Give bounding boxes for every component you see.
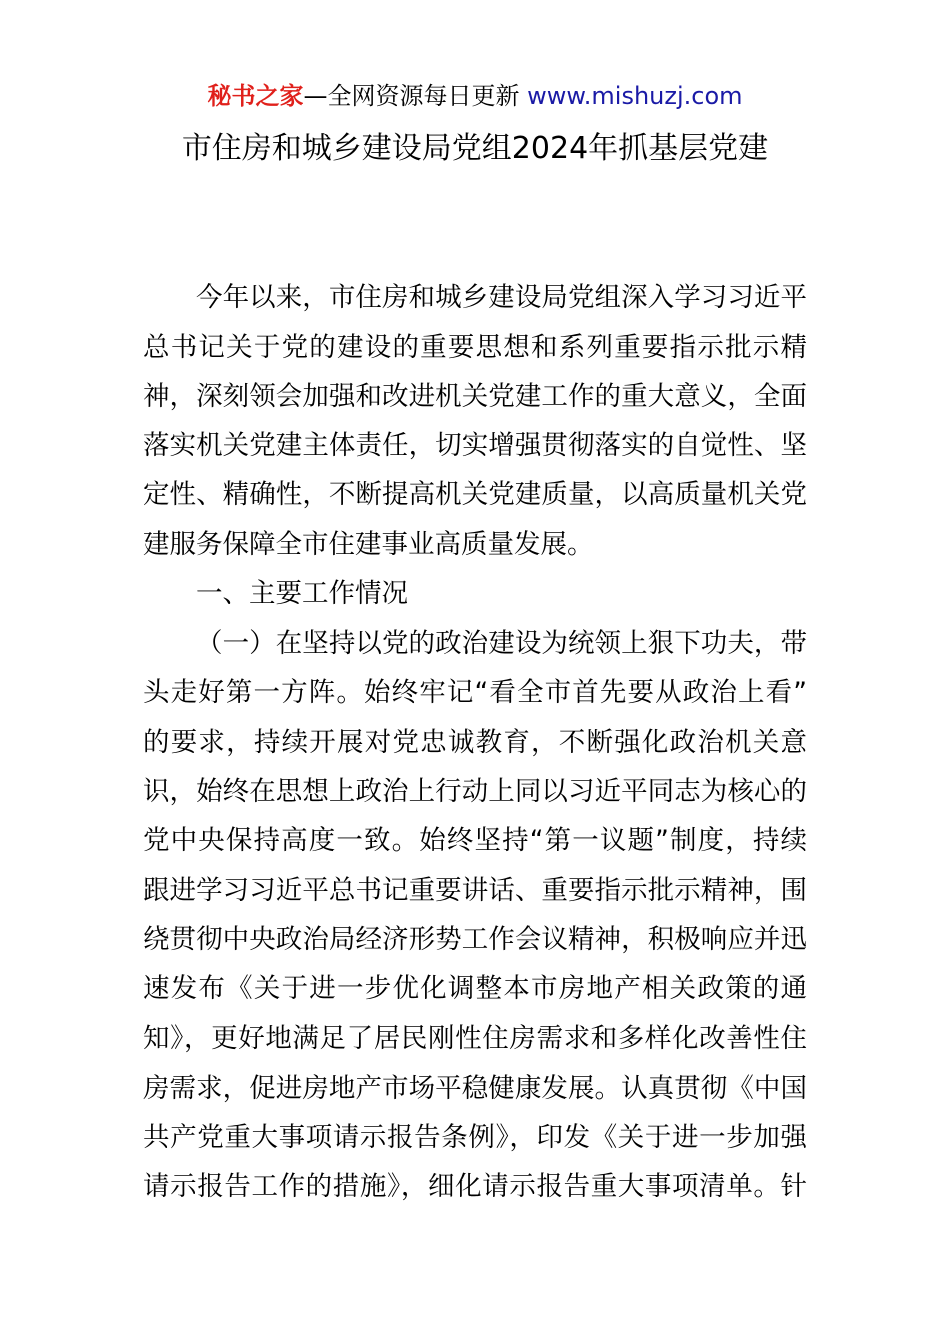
paragraph-line: 请示报告工作的措施》，细化请示报告重大事项清单。针: [143, 1171, 807, 1202]
paragraph-line: 知》，更好地满足了居民刚性住房需求和多样化改善性住: [143, 1023, 807, 1054]
paragraph-line: 总书记关于党的建设的重要思想和系列重要指示批示精: [143, 332, 807, 363]
paragraph-line: 速发布《关于进一步优化调整本市房地产相关政策的通: [143, 973, 807, 1004]
paragraph-line: 头走好第一方阵。始终牢记“看全市首先要从政治上看”: [143, 677, 807, 708]
paragraph-line: 定性、精确性，不断提高机关党建质量，以高质量机关党: [143, 479, 807, 510]
paragraph-line: 神，深刻领会加强和改进机关党建工作的重大意义，全面: [143, 381, 807, 412]
paragraph-line: 跟进学习习近平总书记重要讲话、重要指示批示精神，围: [143, 875, 807, 906]
paragraph-line: 今年以来，市住房和城乡建设局党组深入学习习近平: [196, 282, 807, 313]
brand-name: 秘书之家: [207, 82, 304, 110]
section-heading: 一、主要工作情况: [196, 578, 408, 609]
paragraph-line: 党中央保持高度一致。始终坚持“第一议题”制度，持续: [143, 825, 807, 856]
site-banner: [0, 80, 950, 112]
paragraph-line: 落实机关党建主体责任，切实增强贯彻落实的自觉性、坚: [143, 430, 807, 461]
paragraph-line: 识，始终在思想上政治上行动上同以习近平同志为核心的: [143, 776, 807, 807]
document-title: 市住房和城乡建设局党组2024年抓基层党建: [181, 131, 769, 166]
paragraph-line: 共产党重大事项请示报告条例》，印发《关于进一步加强: [143, 1122, 807, 1153]
site-url-link[interactable]: www.mishuzj.com: [527, 82, 743, 110]
paragraph-line: 房需求，促进房地产市场平稳健康发展。认真贯彻《中国: [143, 1073, 807, 1104]
banner-tagline: —全网资源每日更新: [303, 82, 520, 110]
paragraph-line: 绕贯彻中央政治局经济形势工作会议精神，积极响应并迅: [143, 924, 807, 955]
paragraph-line: 建服务保障全市住建事业高质量发展。: [143, 529, 594, 560]
paragraph-line: 的要求，持续开展对党忠诚教育，不断强化政治机关意: [143, 727, 807, 758]
paragraph-line: （一）在坚持以党的政治建设为统领上狠下功夫，带: [196, 628, 807, 659]
